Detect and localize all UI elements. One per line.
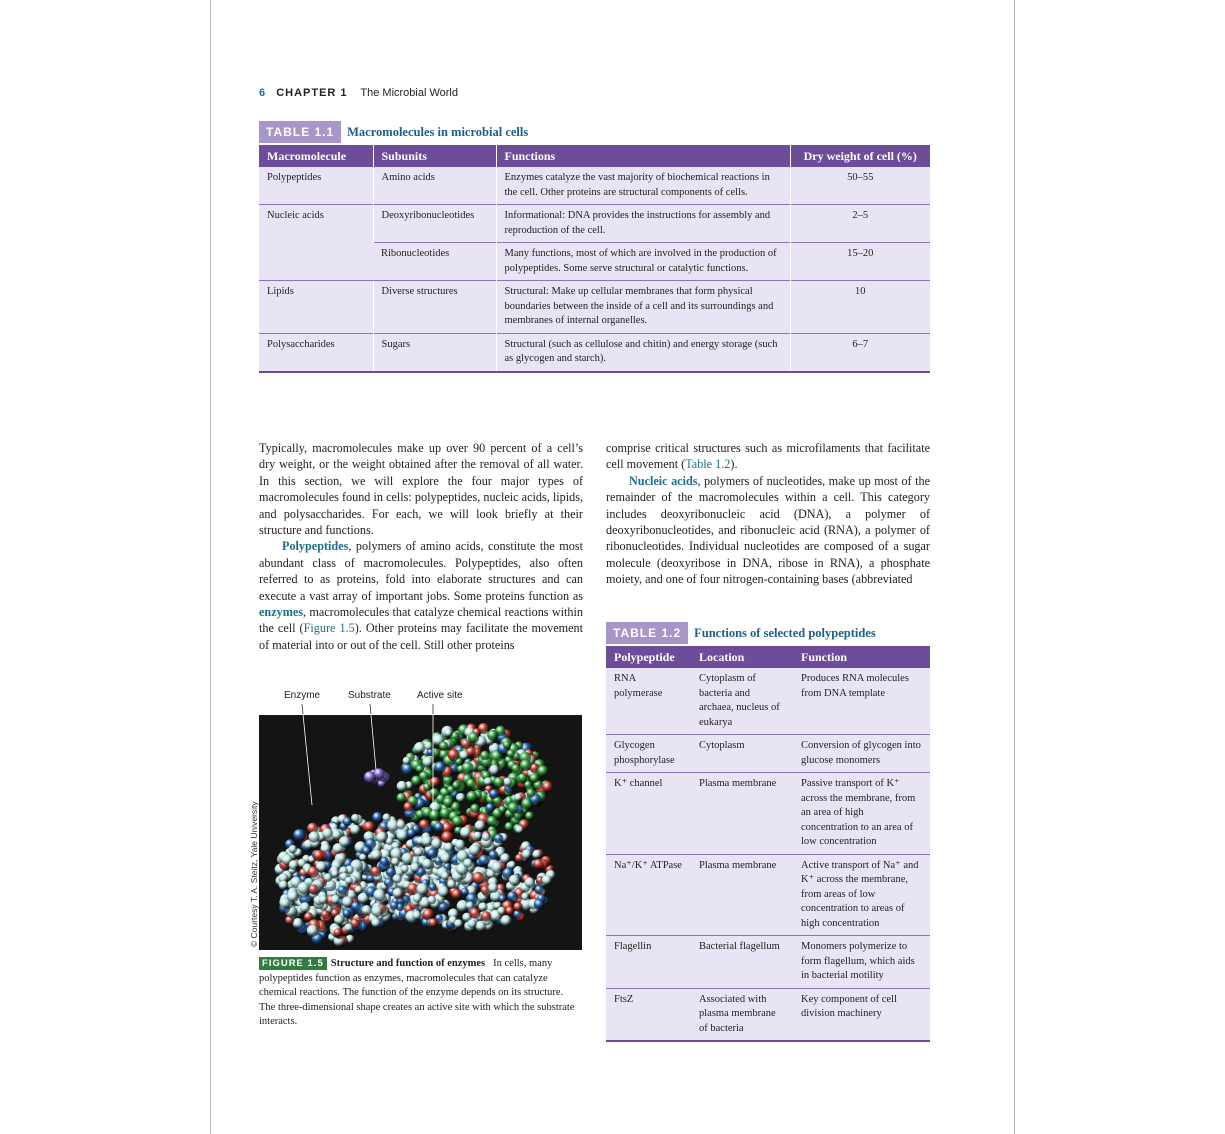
atom [390,901,398,909]
cell-dry-weight: 2–5 [790,205,930,243]
atom [397,781,408,792]
cell-polypeptide: K⁺ channel [606,773,691,855]
atom [324,873,333,882]
atom [279,881,289,891]
cell-macromolecule: Nucleic acids [259,205,373,281]
col-header-location: Location [691,646,793,668]
atom [343,817,352,826]
table-row [259,205,930,243]
atom [474,832,482,840]
atom [512,764,521,773]
atom [533,859,544,870]
atom [455,840,465,850]
atom [331,870,339,878]
atom [421,836,433,848]
atom [522,849,532,859]
atom [397,793,407,803]
figure-1-5-caption-text: In cells, many polypeptides function as enzymes, macromolecules that can catalyze chemical reactions. The function of the enzyme depends on its structure. The three-dimensional shape creates an active site with which the substrate interacts. [259,958,575,1027]
atom [487,816,498,827]
atom [401,865,409,873]
atom [289,845,298,854]
cell-function: Key component of cell division machinery [793,988,930,1041]
table-1-2-link[interactable]: Table 1.2 [685,457,731,472]
running-head [259,87,458,99]
page-edge-right [1014,0,1015,1134]
figure-label-active-site: Active site [417,690,463,701]
atom [364,821,376,833]
cell-function: Conversion of glycogen into glucose monomers [793,735,930,773]
cell-location: Plasma membrane [691,773,793,855]
atom [537,766,548,777]
col-header-subunits: Subunits [373,145,496,167]
chapter-label: CHAPTER 1 [276,87,348,99]
atom [308,866,319,877]
atom [362,846,371,855]
atom [480,751,490,761]
figure-credit: © Courtesy T. A. Steitz, Yale University [249,801,259,947]
body-column-left [259,440,583,653]
atom [470,804,480,814]
table-1-2 [606,646,930,1042]
atom [466,791,478,803]
atom [530,773,540,783]
body-paragraph: comprise critical structures such as microfilaments that facilitate cell movement (Table 1.2). [606,441,930,472]
cell-subunits: Amino acids [373,167,496,205]
atom [488,883,498,893]
atom [525,877,535,887]
atom [338,886,347,895]
table-row [259,333,930,372]
atom [280,898,291,909]
cell-macromolecule: Polypeptides [259,167,373,205]
page-number: 6 [259,87,266,99]
atom [429,788,439,798]
atom [403,757,411,765]
atom [422,757,433,768]
atom [444,843,454,853]
atom [443,797,454,808]
atom [456,793,466,803]
atom [333,843,344,854]
figure-1-5-link[interactable]: Figure 1.5 [303,621,355,636]
enzyme-molecule-image [259,715,582,950]
atom [371,849,383,861]
cell-location: Bacterial flagellum [691,936,793,989]
atom [376,832,388,844]
atom [466,779,476,789]
atom [430,777,441,788]
table-row [606,735,930,773]
atom [499,806,507,814]
col-header-function: Function [793,646,930,668]
atom [402,853,414,865]
atom [514,793,522,801]
atom [431,838,442,849]
atom [484,777,493,786]
enzyme-space-filling-model [259,715,582,950]
atom [469,844,481,856]
table-row [606,988,930,1041]
cell-function: Active transport of Na⁺ and K⁺ across the membrane, from areas of low concentration to areas of high concentration [793,854,930,936]
table-1-2-title: Functions of selected polypeptides [694,625,876,640]
atom [507,750,516,759]
atom [322,828,333,839]
cell-function: Produces RNA molecules from DNA template [793,668,930,735]
atom [331,895,341,905]
atom [429,918,439,928]
atom [285,916,294,925]
table-row [606,936,930,989]
col-header-dry-weight: Dry weight of cell (%) [790,145,930,167]
atom [481,911,491,921]
table-row [259,281,930,334]
body-column-right [606,440,930,588]
atom [393,888,403,898]
atom [434,761,446,773]
cell-polypeptide: Flagellin [606,936,691,989]
figure-1-5-tag: FIGURE 1.5 [259,957,327,970]
atom [475,820,486,831]
cell-functions: Structural: Make up cellular membranes that form physical boundaries between the inside of a cell and its surroundings and membranes of internal organelles. [496,281,790,334]
cell-dry-weight: 50–55 [790,167,930,205]
atom [468,919,477,928]
atom [444,729,452,737]
atom [362,905,372,915]
atom [513,902,523,912]
atom [489,850,499,860]
table-1-1-title: Macromolecules in microbial cells [347,124,529,139]
cell-functions: Informational: DNA provides the instructions for assembly and reproduction of the cell. [496,205,790,243]
atom [542,875,552,885]
cell-function: Monomers polymerize to form flagellum, which aids in bacterial motility [793,936,930,989]
atom [494,834,504,844]
atom [384,878,394,888]
atom [534,899,545,910]
atom [460,751,470,761]
atom [451,889,462,900]
atom [396,829,408,841]
table-header-row [259,145,930,167]
atom [403,802,413,812]
cell-subunits: Deoxyribonucleotides [373,205,496,243]
atom [507,891,518,902]
atom [410,863,420,873]
body-paragraph: Typically, macromolecules make up over 90 percent of a cell’s dry weight, or the weight obtained after the removal of all water. In this section, we will explore the four major types of macromolecules found in cells: polypeptides, nucleic acids, lipids, and polysaccharides. For each, we will look briefly at their structure and functions. [259,441,583,538]
atom [434,822,444,832]
table-row [606,854,930,936]
atom [454,919,463,928]
atom [508,802,519,813]
atom [319,895,328,904]
cell-location: Cytoplasm [691,735,793,773]
body-paragraph: Nucleic acids, polymers of nucleotides, make up most of the remainder of the macromolecules within a cell. This category includes deoxyribonucleic acid (DNA), a polymer of deoxyribonucleotides, and ribonucleic acid (RNA), a polymer of ribonucleotides. Individual nucleotides are composed of a sugar molecule (deoxyribose in DNA, ribose in RNA), a phosphate moiety, and one of four nitrogen-containing bases (abbreviated [606,473,930,587]
cell-functions: Structural (such as cellulose and chitin) and energy storage (such as glycogen and starch). [496,333,790,372]
atom [441,831,453,843]
atom [372,812,383,823]
atom [424,742,432,750]
cell-function: Passive transport of K⁺ across the membrane, from an area of high concentration to an area of low concentration [793,773,930,855]
atom [414,742,426,754]
atom [441,872,449,880]
atom [393,874,402,883]
cell-polypeptide: Na⁺/K⁺ ATPase [606,854,691,936]
atom [383,813,391,821]
atom [429,810,441,822]
table-row [259,167,930,205]
table-1-1 [259,145,930,373]
atom [289,860,299,870]
atom [487,730,498,741]
atom [486,803,495,812]
atom [374,768,385,779]
atom [462,762,474,774]
atom [422,859,432,869]
atom [441,853,452,864]
atom [307,925,319,937]
atom [448,749,460,761]
atom [505,822,514,831]
cell-polypeptide: Glycogen phosphorylase [606,735,691,773]
atom [521,892,529,900]
cell-location: Cytoplasm of bacteria and archaea, nucleus of eukarya [691,668,793,735]
atom [417,883,429,895]
cell-functions: Enzymes catalyze the vast majority of biochemical reactions in the cell. Other proteins are structural components of cells. [496,167,790,205]
atom [499,895,507,903]
col-header-macromolecule: Macromolecule [259,145,373,167]
atom [491,862,503,874]
atom [429,883,437,891]
atom [343,909,351,917]
atom [482,833,490,841]
figure-1-5-caption [259,957,579,1030]
atom [518,773,528,783]
table-1-2-tag: TABLE 1.2 [606,622,688,644]
atom [497,907,505,915]
atom [515,826,523,834]
figure-label-substrate: Substrate [348,690,391,701]
figure-1-5-title: Structure and function of enzymes [330,958,486,969]
cell-subunits: Diverse structures [373,281,496,334]
atom [479,855,490,866]
atom [501,915,512,926]
cell-macromolecule: Polysaccharides [259,333,373,372]
atom [470,908,481,919]
atom [300,902,311,913]
atom [371,905,383,917]
cell-polypeptide: FtsZ [606,988,691,1041]
atom [412,911,421,920]
atom [478,902,487,911]
table-row [606,668,930,735]
atom [380,857,389,866]
atom [334,928,343,937]
atom [345,877,353,885]
atom [489,789,499,799]
cell-dry-weight: 10 [790,281,930,334]
cell-dry-weight: 6–7 [790,333,930,372]
key-term-enzymes: enzymes [259,605,303,620]
atom [439,742,448,751]
atom [428,896,437,905]
cell-subunits: Ribonucleotides [373,243,496,281]
cell-dry-weight: 15–20 [790,243,930,281]
cell-functions: Many functions, most of which are involved in the production of polypeptides. Some serve structural or catalytic functions. [496,243,790,281]
atom [542,781,553,792]
chapter-title: The Microbial World [360,87,458,99]
atom [452,781,460,789]
cell-macromolecule: Lipids [259,281,373,334]
atom [468,732,479,743]
atom [351,814,359,822]
atom [391,857,400,866]
atom [414,848,423,857]
atom [344,923,353,932]
atom [351,902,361,912]
atom [350,825,361,836]
table-row [606,773,930,855]
key-term-polypeptides: Polypeptides [282,539,349,554]
atom [503,741,511,749]
atom [321,910,330,919]
atom [298,882,310,894]
atom [525,812,534,821]
atom [535,885,544,894]
atom [355,886,363,894]
atom [309,885,319,895]
atom [520,760,532,772]
table-1-1-tag: TABLE 1.1 [259,121,341,143]
atom [463,859,472,868]
atom [438,886,449,897]
atom [416,765,424,773]
cell-subunits: Sugars [373,333,496,372]
atom [526,789,535,798]
atom [373,889,385,901]
atom [313,850,324,861]
cell-location: Associated with plasma membrane of bacteria [691,988,793,1041]
cell-polypeptide: RNA polymerase [606,668,691,735]
key-term-nucleic-acids: Nucleic acids [629,473,698,488]
figure-label-enzyme: Enzyme [284,690,321,701]
table-1-2-caption [606,622,876,644]
atom [472,872,484,884]
atom [397,820,406,829]
page-edge-left [210,0,211,1134]
table-1-1-caption [259,121,528,143]
atom [466,902,474,910]
atom [489,765,499,775]
atom [371,918,381,928]
table-header-row [606,646,930,668]
cell-location: Plasma membrane [691,854,793,936]
atom [452,816,463,827]
atom [413,894,422,903]
body-paragraph: Polypeptides, polymers of amino acids, constitute the most abundant class of macromolecules. Polypeptides, also often referred to as proteins, fold into elaborate structures and can execute a vast array of important jobs. Some proteins function as enzymes, macromolecules that catalyze chemical reactions within the cell (Figure 1.5). Other proteins may facilitate the movement of material into or out of the cell. Still other proteins [259,539,583,652]
atom [334,915,344,925]
atom [309,832,320,843]
atom [293,829,305,841]
atom [494,777,505,788]
atom [509,875,520,886]
col-header-polypeptide: Polypeptide [606,646,691,668]
col-header-functions: Functions [496,145,790,167]
